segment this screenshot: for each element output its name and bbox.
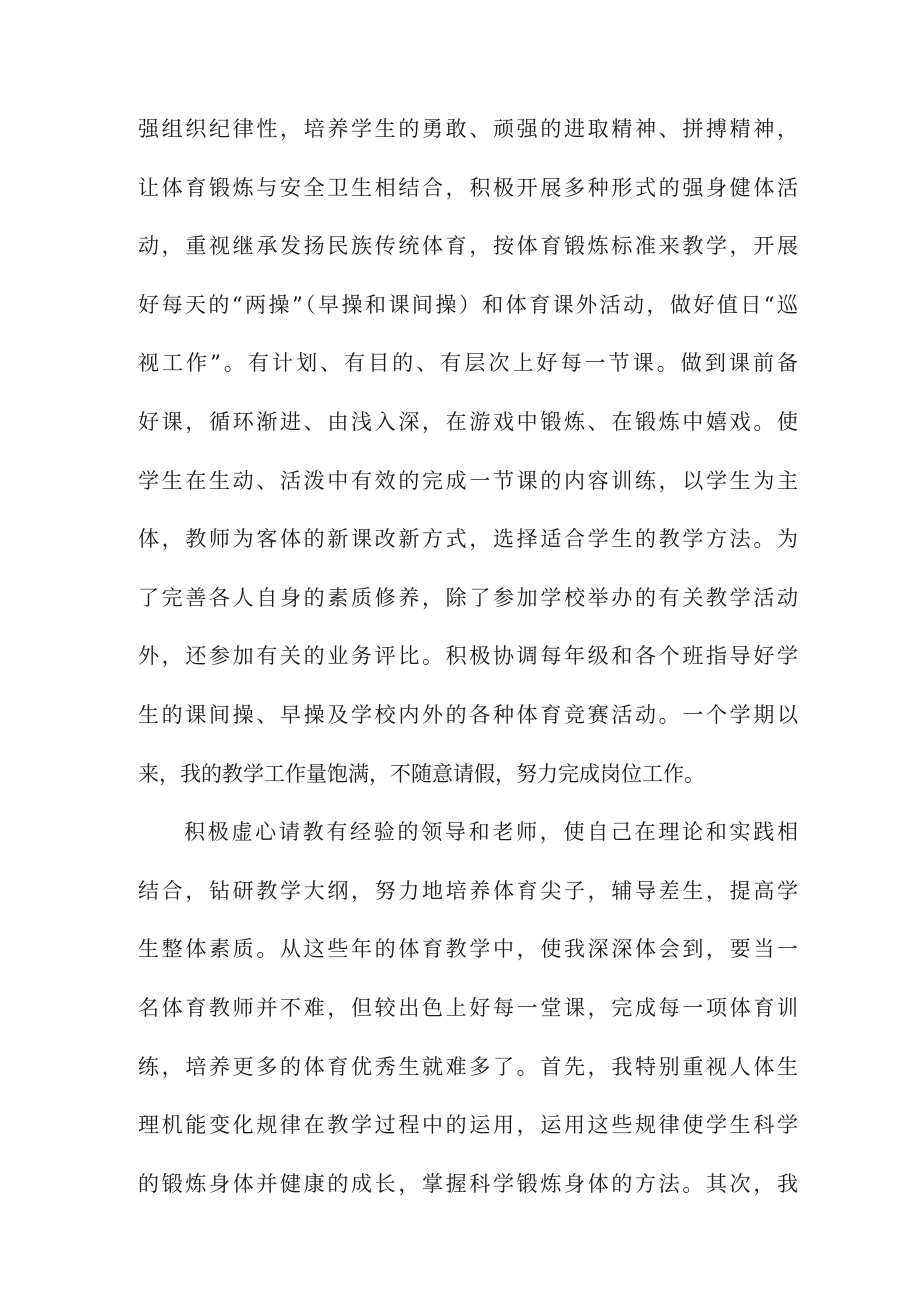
text-line: 理机能变化规律在教学过程中的运用，运用这些规律使学生科学	[138, 1113, 798, 1138]
text-line: 动，重视继承发扬民族传统体育，按体育锻炼标准来教学，开展	[138, 234, 798, 259]
text-line: 的锻炼身体并健康的成长，掌握科学锻炼身体的方法。其次，我	[138, 1171, 798, 1196]
text-line: 视工作”。有计划、有目的、有层次上好每一节课。做到课前备	[138, 351, 798, 376]
text-line: 好每天的“两操”（早操和课间操）和体育课外活动，做好值日“巡	[138, 292, 798, 317]
text-line: 练，培养更多的体育优秀生就难多了。首先，我特别重视人体生	[138, 1054, 798, 1079]
text-line: 学生在生动、活泼中有效的完成一节课的内容训练，以学生为主	[138, 468, 798, 493]
text-line: 名体育教师并不难，但较出色上好每一堂课，完成每一项体育训	[138, 995, 798, 1020]
text-line: 体，教师为客体的新课改新方式，选择适合学生的教学方法。为	[138, 527, 798, 552]
text-line: 让体育锻炼与安全卫生相结合，积极开展多种形式的强身健体活	[138, 175, 798, 200]
paragraph-2	[138, 819, 798, 1197]
document-body	[138, 116, 798, 1229]
text-line: 积极虚心请教有经验的领导和老师，使自己在理论和实践相	[184, 820, 798, 845]
text-line: 生的课间操、早操及学校内外的各种体育竞赛活动。一个学期以	[138, 702, 798, 727]
text-line: 了完善各人自身的素质修养，除了参加学校举办的有关教学活动	[138, 585, 798, 610]
text-line: 来，我的教学工作量饱满，不随意请假，努力完成岗位工作。	[138, 761, 705, 786]
text-line: 好课，循环渐进、由浅入深，在游戏中锻炼、在锻炼中嬉戏。使	[138, 409, 798, 434]
text-line: 生整体素质。从这些年的体育教学中，使我深深体会到，要当一	[138, 937, 798, 962]
paragraph-1	[138, 116, 798, 787]
text-line: 结合，钻研教学大纲，努力地培养体育尖子，辅导差生，提高学	[138, 878, 798, 903]
text-line: 外，还参加有关的业务评比。积极协调每年级和各个班指导好学	[138, 644, 798, 669]
text-line: 强组织纪律性，培养学生的勇敢、顽强的进取精神、拼搏精神，	[138, 117, 798, 141]
